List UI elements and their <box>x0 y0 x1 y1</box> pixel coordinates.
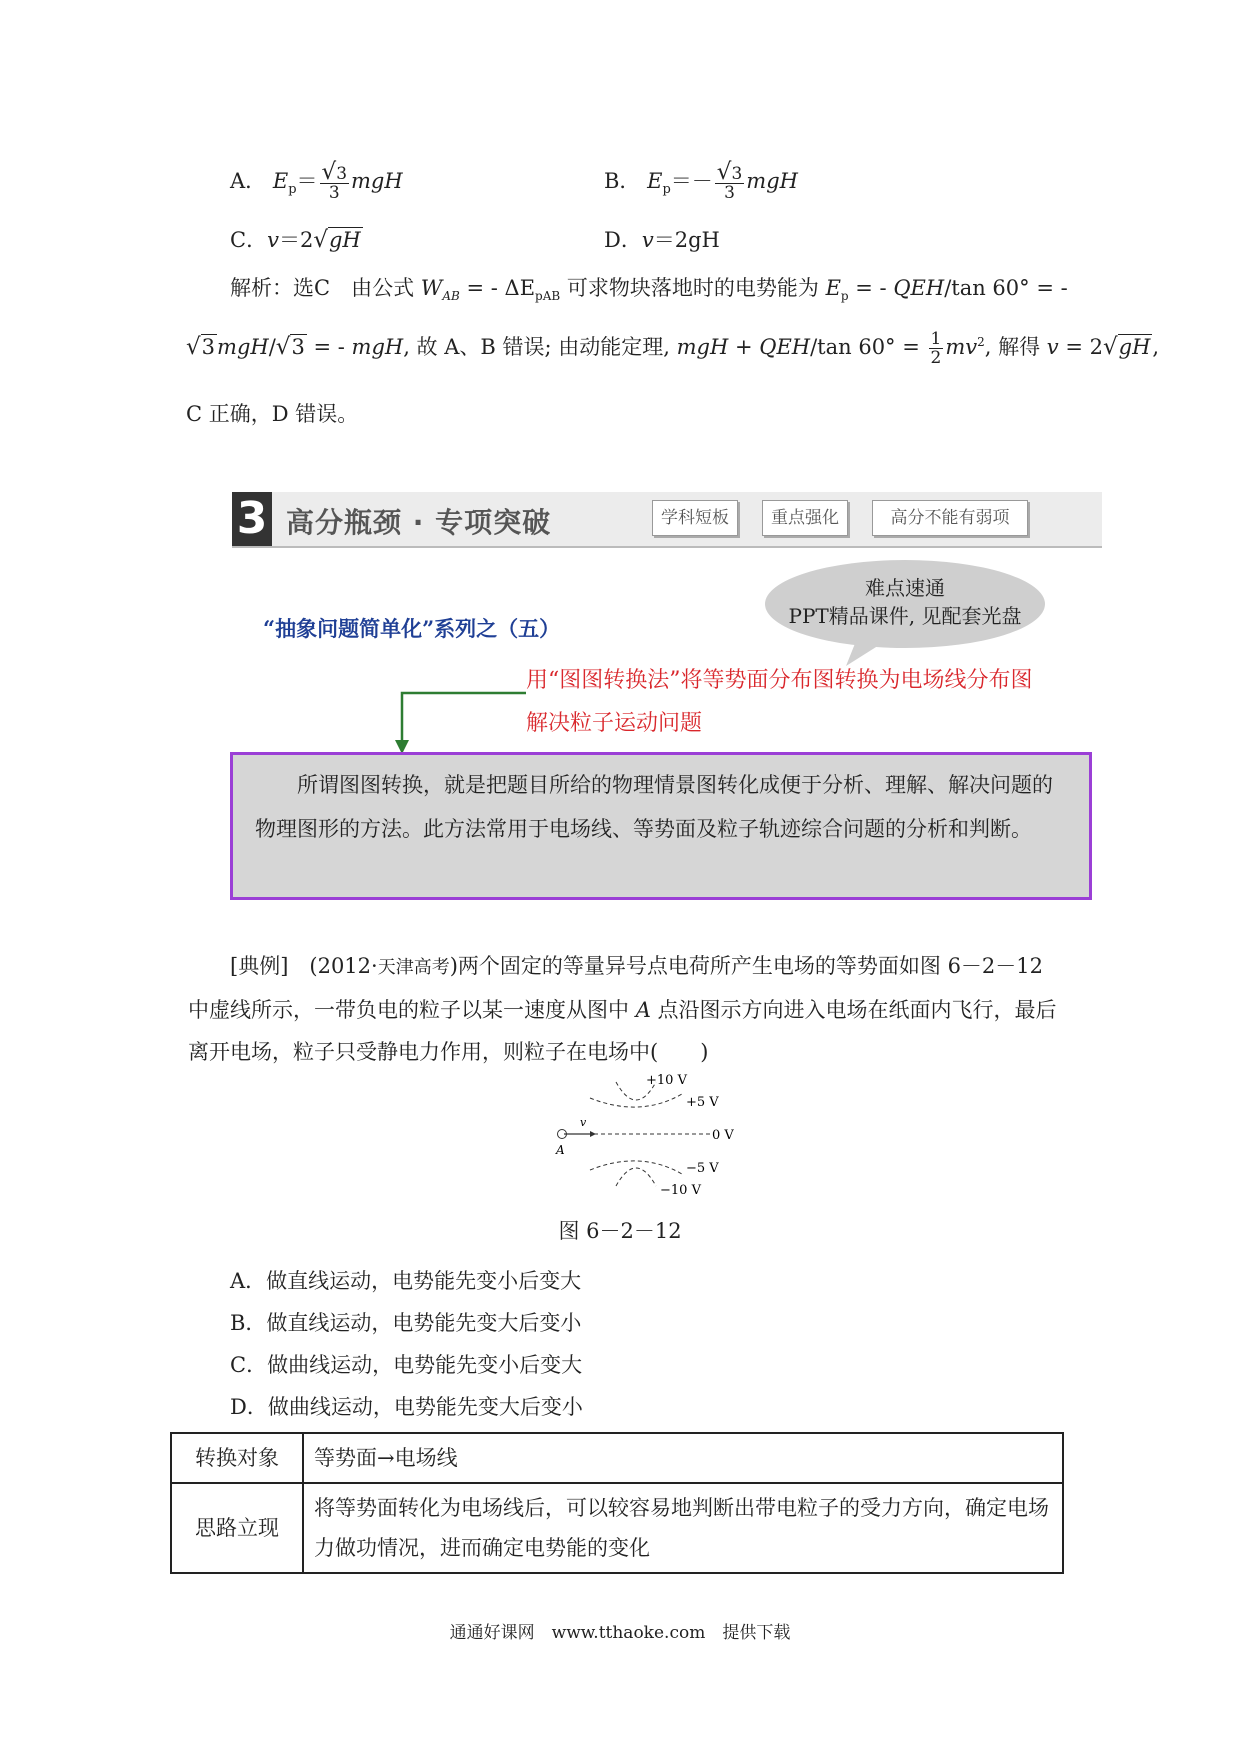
table-row <box>171 1433 1063 1483</box>
point-a-label: A <box>556 1143 565 1157</box>
table-cell-header: 转换对象 <box>171 1433 303 1483</box>
definition-box: 所谓图图转换，就是把题目所给的物理情景图转化成便于分析、理解、解决问题的物理图形的方法。此方法常用于电场线、等势面及粒子轨迹综合问题的分析和判断。 <box>230 752 1092 900</box>
label-zero: 0 V <box>712 1128 734 1143</box>
label-plus5: +5 V <box>686 1095 719 1110</box>
series-title: “抽象问题简单化”系列之（五） <box>263 616 561 641</box>
section-banner <box>232 492 1102 548</box>
choice-b: B．做直线运动，电势能先变大后变小 <box>230 1311 582 1335</box>
method-title-1: 用“图图转换法”将等势面分布图转换为电场线分布图 <box>526 668 1033 693</box>
option-b: B． $E_p=-$ $\frac{√3}{3}$ mgH <box>604 159 798 203</box>
label-minus10: −10 V <box>660 1183 701 1198</box>
label-minus5: −5 V <box>686 1161 719 1176</box>
tab-no-weakness[interactable]: 高分不能有弱项 <box>872 500 1028 536</box>
green-arrow <box>392 690 532 756</box>
table-cell-header: 思路立现 <box>171 1483 303 1573</box>
figure-caption: 图 6－2－12 <box>558 1219 682 1243</box>
table-cell: 等势面→电场线 <box>303 1433 1063 1483</box>
summary-table <box>170 1432 1064 1574</box>
option-d: D．v＝2gH <box>604 228 720 252</box>
bubble-text-2: PPT精品课件, 见配套光盘 <box>788 604 1022 628</box>
page-footer: 通通好课网 www.tthaoke.com 提供下载 <box>449 1623 791 1643</box>
velocity-label: v <box>580 1116 587 1129</box>
choice-a: A．做直线运动，电势能先变小后变大 <box>230 1269 582 1293</box>
equipotential-figure <box>550 1070 750 1200</box>
table-cell: 将等势面转化为电场线后，可以较容易地判断出带电粒子的受力方向，确定电场力做功情况，进而确定电势能的变化 <box>303 1483 1063 1573</box>
bubble-text-1: 难点速通 <box>865 576 945 600</box>
tab-key-points[interactable]: 重点强化 <box>762 500 848 536</box>
section-number: 3 <box>232 492 272 546</box>
option-a: A． $E_p=$ $\frac{√3}{3}$ mgH <box>230 159 403 203</box>
section-title: 高分瓶颈 · 专项突破 <box>286 506 552 539</box>
method-title-2: 解决粒子运动问题 <box>526 711 703 736</box>
tab-subject-weakness[interactable]: 学科短板 <box>652 500 738 536</box>
label-plus10: +10 V <box>646 1073 687 1088</box>
analysis-line-1: 解析：选C 由公式 $W_{AB}$ = - $\Delta E_{pAB}$ 可求物块落地时的电势能为 $E_p$ = - QEH/tan 60° = - <box>230 276 1068 304</box>
option-c: C．v＝2√gH <box>230 227 361 253</box>
choice-c: C．做曲线运动，电势能先变小后变大 <box>230 1353 583 1377</box>
choice-d: D．做曲线运动，电势能先变大后变小 <box>230 1395 583 1419</box>
example-text: [典例] (2012·天津高考)两个固定的等量异号点电荷所产生电场的等势面如图 6－2－12 中虚线所示，一带负电的粒子以某一速度从图中 A 点沿图示方向进入电场在纸面内飞行，最后离开电场，粒子只受静电力作用，则粒子在电场中( ) <box>188 954 1057 1064</box>
analysis-line-2: √3mgH/√3 = - mgH, 故 A、B 错误; 由动能定理, mgH + QEH/tan 60° = $\frac{1}{2}$ $mv^2$, 解得 v = 2√gH, <box>186 329 1160 368</box>
analysis-line-3: C 正确，D 错误。 <box>186 402 359 426</box>
table-row <box>171 1483 1063 1573</box>
